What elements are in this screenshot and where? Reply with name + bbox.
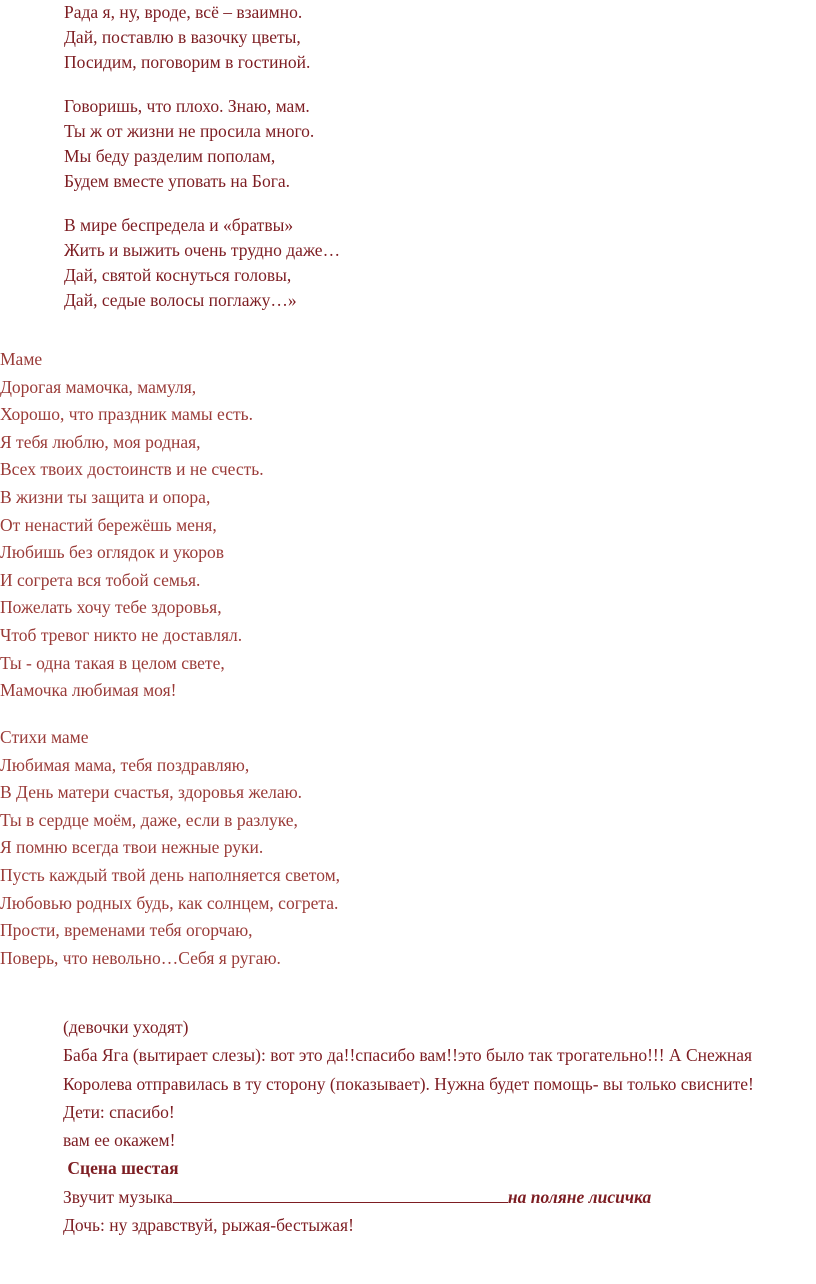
poem-line: Я тебя люблю, моя родная,	[0, 431, 201, 452]
stanza-line: Дай, седые волосы поглажу…»	[64, 290, 297, 310]
poem-line: В жизни ты защита и опора,	[0, 486, 211, 507]
poem-line: В День матери счастья, здоровья желаю.	[0, 782, 303, 803]
stanza-line: Посидим, поговорим в гостиной.	[64, 52, 311, 72]
dialogue-help: вам ее окажем!	[63, 1130, 176, 1151]
poem-line: Пожелать хочу тебе здоровья,	[0, 597, 222, 618]
stanza-line: Говоришь, что плохо. Знаю, мам.	[64, 96, 310, 116]
dialogue-children: Дети: спасибо!	[63, 1101, 175, 1122]
stanza-gap	[64, 194, 340, 213]
scene-script	[63, 1013, 808, 1239]
poem-line: Чтоб тревог никто не доставлял.	[0, 624, 243, 645]
stanza-line: В мире беспредела и «братвы»	[64, 215, 294, 235]
stanza-line: Мы беду разделим пополам,	[64, 146, 276, 166]
scene-heading: Сцена шестая	[63, 1158, 179, 1179]
stanza-line: Дай, святой коснуться головы,	[64, 265, 292, 285]
poem-stikhi-mame	[0, 724, 340, 972]
poem-mame	[0, 346, 264, 705]
stanza-line: Ты ж от жизни не просила много.	[64, 121, 315, 141]
stanza-line: Жить и выжить очень трудно даже…	[64, 240, 341, 260]
poem-title: Стихи маме	[0, 727, 89, 747]
poem-line: Пусть каждый твой день наполняется светом,	[0, 864, 341, 885]
blank-underline	[173, 1184, 508, 1203]
music-place: на поляне лисичка	[507, 1186, 652, 1207]
stanza-line: Будем вместе уповать на Бога.	[64, 171, 291, 191]
poem-line: Прости, временами тебя огорчаю,	[0, 920, 253, 941]
poem-line: Хорошо, что праздник мамы есть.	[0, 404, 253, 425]
poem-line: Мамочка любимая моя!	[0, 680, 177, 701]
poem-line: Всех твоих достоинств и не счесть.	[0, 459, 264, 480]
stage-direction: (девочки уходят)	[63, 1017, 189, 1037]
poem-stanzas	[64, 0, 340, 313]
poem-line: Любишь без оглядок и укоров	[0, 542, 224, 563]
poem-line: Дорогая мамочка, мамуля,	[0, 376, 197, 397]
poem-line: Ты - одна такая в целом свете,	[0, 652, 225, 673]
poem-line: Любимая мама, тебя поздравляю,	[0, 754, 250, 775]
stanza-line: Рада я, ну, вроде, всё – взаимно.	[64, 2, 303, 22]
poem-line: Ты в сердце моём, даже, если в разлуке,	[0, 809, 298, 830]
poem-line: И согрета вся тобой семья.	[0, 569, 201, 590]
music-label: Звучит музыка	[63, 1186, 173, 1207]
dialogue-daughter: Дочь: ну здравствуй, рыжая-бестыжая!	[63, 1215, 354, 1236]
stanza-line: Дай, поставлю в вазочку цветы,	[64, 27, 301, 47]
poem-line: Любовью родных будь, как солнцем, согрета.	[0, 892, 339, 913]
poem-line: Я помню всегда твои нежные руки.	[0, 837, 264, 858]
stanza-gap	[64, 75, 340, 94]
music-cue	[63, 1183, 808, 1211]
dialogue-baba-yaga: Баба Яга (вытирает слезы): вот это да!!спасибо вам!!это было так трогательно!!! А Снежная Королева отправилась в ту сторону (показывает). Нужна будет помощь- вы только свисните!	[63, 1045, 754, 1094]
poem-line: От ненастий бережёшь меня,	[0, 514, 217, 535]
poem-line: Поверь, что невольно…Себя я ругаю.	[0, 947, 281, 968]
poem-title: Маме	[0, 349, 43, 369]
